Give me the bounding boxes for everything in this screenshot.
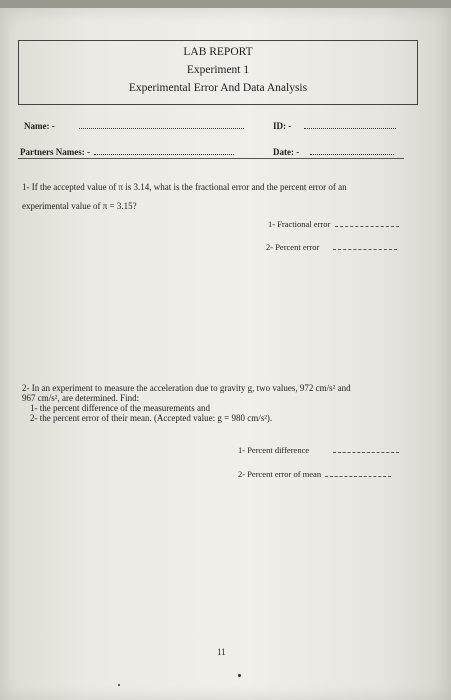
id-field[interactable] [304,122,396,129]
paper-speck [118,684,120,686]
experiment-number: Experiment 1 [186,64,250,76]
percent-difference-label: 1- Percent difference [238,445,310,455]
name-field[interactable] [79,122,244,129]
header-box [18,40,418,105]
q2-answer-2 [238,469,391,479]
percent-error-label: 2- Percent error [266,242,320,252]
q2-text-line2: 967 cm/s², are determined. Find: [22,393,140,403]
percent-difference-field[interactable] [333,447,399,453]
fractional-error-field[interactable] [335,221,399,227]
id-label: ID: - [273,121,292,131]
paper-speck [238,674,241,677]
q2-text-line1: 2- In an experiment to measure the acceleration due to gravity g, two values, 972 cm/s² and [22,383,351,393]
name-label: Name: - [24,121,55,131]
q1-text-line1: 1- If the accepted value of π is 3.14, what is the fractional error and the percent error of an [22,182,347,192]
partners-field[interactable] [94,148,234,155]
page-number: 11 [217,647,226,657]
name-row [24,121,244,131]
q1-answer-1 [268,219,399,229]
q2-text-line3: 1- the percent difference of the measurements and [30,403,210,413]
q2-text-line4: 2- the percent error of their mean. (Accepted value: g = 980 cm/s²). [30,413,273,423]
id-row [273,121,396,131]
lab-report-page [0,8,451,700]
q2-answer-1 [238,445,399,455]
q1-answer-2 [266,242,397,252]
report-title: LAB REPORT [183,46,253,58]
date-label: Date: - [273,147,300,157]
question-2 [22,383,432,423]
experiment-title: Experimental Error And Data Analysis [128,82,308,94]
percent-error-of-mean-label: 2- Percent error of mean [238,469,322,479]
partners-row [20,147,234,157]
percent-error-of-mean-field[interactable] [325,471,391,477]
percent-error-field[interactable] [333,244,397,250]
partners-label: Partners Names: - [20,147,90,157]
question-1 [22,180,422,213]
date-field[interactable] [310,148,394,155]
divider [18,158,404,159]
q1-text-line2: experimental value of π = 3.15? [22,201,137,211]
date-row [273,147,394,157]
fractional-error-label: 1- Fractional error [268,219,331,229]
